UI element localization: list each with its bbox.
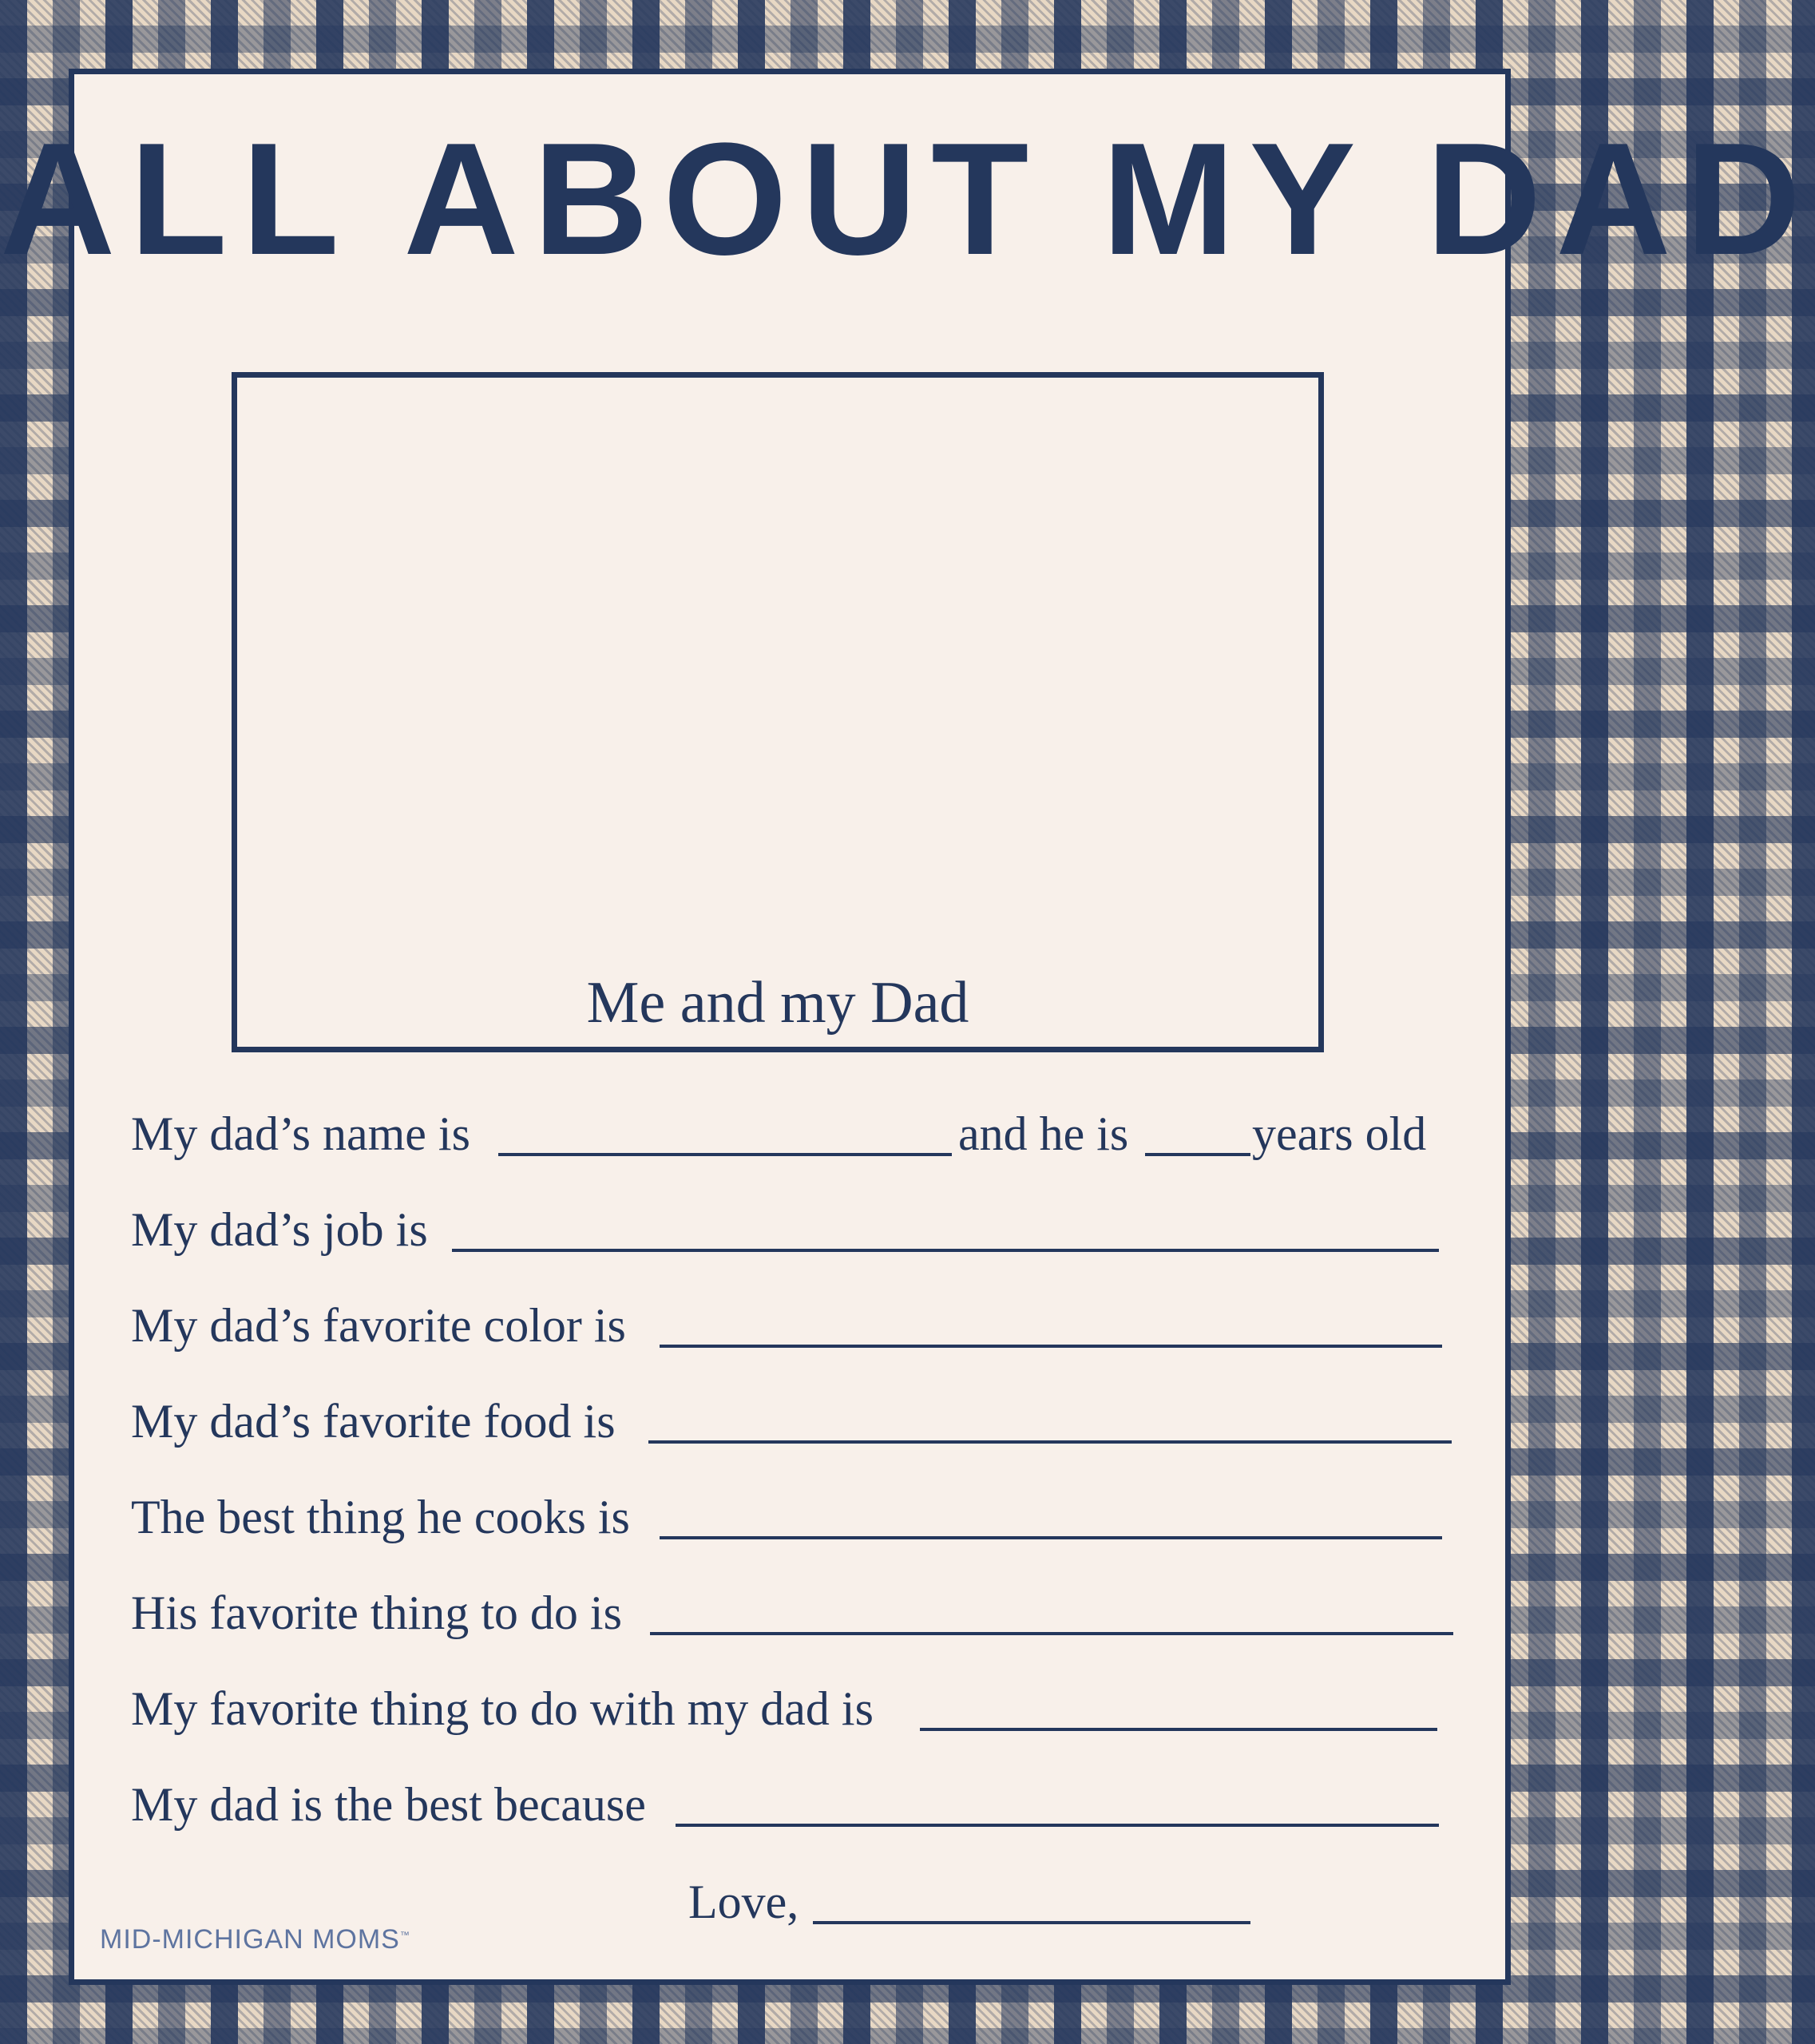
blank-job[interactable] [452, 1249, 1439, 1252]
page-title: ALL ABOUT MY DAD [0, 110, 1815, 288]
blank-signature[interactable] [813, 1921, 1250, 1924]
blank-food[interactable] [648, 1440, 1452, 1444]
prompt-color: My dad’s favorite color is [131, 1299, 626, 1352]
prompt-name: My dad’s name is [131, 1107, 470, 1160]
blank-name[interactable] [498, 1153, 952, 1156]
blank-age[interactable] [1145, 1153, 1250, 1156]
trademark-mark: ™ [399, 1929, 410, 1941]
prompt-food: My dad’s favorite food is [131, 1395, 616, 1448]
prompt-best-because: My dad is the best because [131, 1778, 646, 1831]
signoff-label: Love, [688, 1876, 799, 1928]
brand-logo [100, 1924, 410, 1955]
photo-frame[interactable] [232, 372, 1324, 1052]
prompt-cooks: The best thing he cooks is [131, 1491, 630, 1543]
blank-favorite-thing[interactable] [650, 1632, 1453, 1635]
photo-caption: Me and my Dad [586, 970, 969, 1036]
prompt-favorite-thing: His favorite thing to do is [131, 1586, 622, 1639]
prompt-age: and he is [958, 1107, 1129, 1160]
blank-best-because[interactable] [676, 1824, 1439, 1827]
blank-color[interactable] [660, 1345, 1442, 1348]
prompt-with-dad: My favorite thing to do with my dad is [131, 1682, 874, 1735]
blank-cooks[interactable] [660, 1536, 1442, 1539]
brand-name: MID-MICHIGAN MOMS [100, 1924, 400, 1955]
blank-with-dad[interactable] [920, 1728, 1437, 1731]
prompt-job: My dad’s job is [131, 1203, 428, 1256]
prompt-years-old: years old [1252, 1107, 1427, 1160]
